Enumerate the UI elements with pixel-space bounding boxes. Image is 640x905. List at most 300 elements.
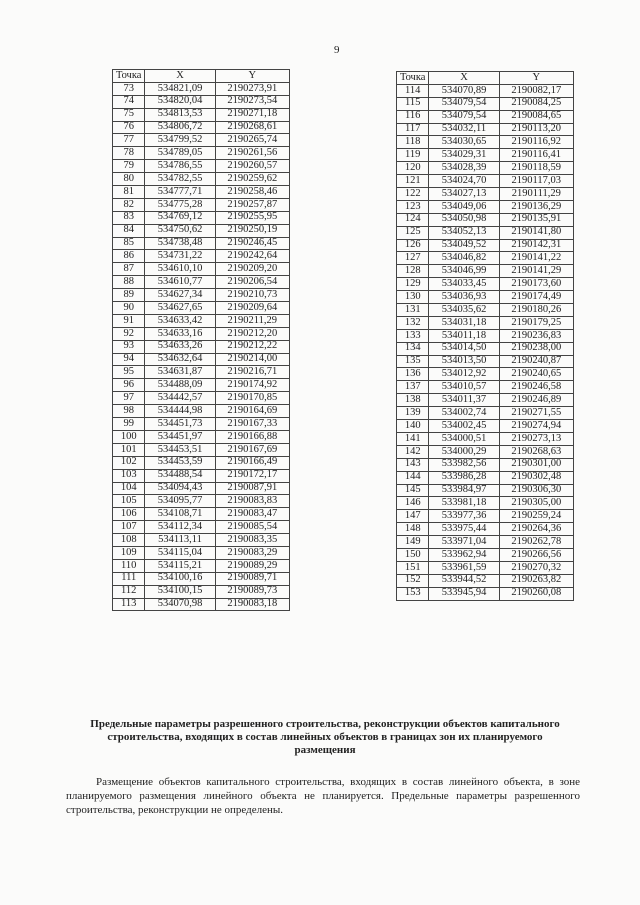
cell-coord-x: 534024,70 [429, 175, 499, 188]
table-row [397, 407, 574, 420]
cell-point-number: 121 [397, 175, 429, 188]
cell-coord-x: 533975,44 [429, 523, 499, 536]
cell-point-number: 75 [113, 108, 145, 121]
cell-point-number: 135 [397, 355, 429, 368]
cell-coord-y: 2190240,87 [499, 355, 573, 368]
cell-coord-x: 534631,87 [145, 366, 215, 379]
table-row [397, 342, 574, 355]
cell-coord-y: 2190273,91 [215, 82, 289, 95]
cell-coord-x: 534488,54 [145, 469, 215, 482]
cell-point-number: 107 [113, 521, 145, 534]
cell-coord-x: 534115,21 [145, 559, 215, 572]
cell-point-number: 77 [113, 134, 145, 147]
table-header-row [397, 72, 574, 85]
cell-coord-x: 534633,42 [145, 314, 215, 327]
cell-coord-y: 2190273,13 [499, 432, 573, 445]
cell-coord-x: 534012,92 [429, 368, 499, 381]
cell-coord-y: 2190206,54 [215, 276, 289, 289]
cell-point-number: 115 [397, 97, 429, 110]
cell-coord-x: 534782,55 [145, 173, 215, 186]
cell-coord-y: 2190211,29 [215, 314, 289, 327]
table-row [397, 394, 574, 407]
cell-coord-y: 2190172,17 [215, 469, 289, 482]
cell-coord-x: 534010,57 [429, 381, 499, 394]
table-row [113, 173, 290, 186]
cell-coord-y: 2190085,54 [215, 521, 289, 534]
cell-point-number: 111 [113, 572, 145, 585]
cell-point-number: 149 [397, 536, 429, 549]
cell-coord-x: 534030,65 [429, 136, 499, 149]
cell-point-number: 98 [113, 405, 145, 418]
cell-coord-x: 534610,10 [145, 263, 215, 276]
table-row [113, 224, 290, 237]
cell-coord-y: 2190246,89 [499, 394, 573, 407]
cell-coord-y: 2190271,18 [215, 108, 289, 121]
cell-point-number: 153 [397, 587, 429, 600]
cell-point-number: 105 [113, 495, 145, 508]
cell-coord-x: 534627,65 [145, 302, 215, 315]
table-row [397, 84, 574, 97]
cell-point-number: 134 [397, 342, 429, 355]
table-row [397, 510, 574, 523]
table-row [397, 587, 574, 600]
table-row [397, 304, 574, 317]
cell-coord-x: 534046,82 [429, 252, 499, 265]
cell-coord-x: 534769,12 [145, 211, 215, 224]
table-row [113, 340, 290, 353]
table-row [113, 456, 290, 469]
cell-point-number: 129 [397, 278, 429, 291]
cell-coord-x: 534049,06 [429, 200, 499, 213]
cell-coord-y: 2190250,19 [215, 224, 289, 237]
cell-coord-x: 534820,04 [145, 95, 215, 108]
table-row [113, 289, 290, 302]
cell-coord-x: 534032,11 [429, 123, 499, 136]
cell-point-number: 85 [113, 237, 145, 250]
cell-coord-x: 534610,77 [145, 276, 215, 289]
cell-point-number: 136 [397, 368, 429, 381]
cell-coord-y: 2190260,57 [215, 160, 289, 173]
table-row [397, 381, 574, 394]
cell-point-number: 117 [397, 123, 429, 136]
cell-point-number: 143 [397, 458, 429, 471]
page-number: 9 [334, 44, 340, 56]
cell-point-number: 118 [397, 136, 429, 149]
cell-coord-x: 534115,04 [145, 546, 215, 559]
cell-point-number: 106 [113, 508, 145, 521]
table-row [113, 585, 290, 598]
table-row [397, 445, 574, 458]
table-row [113, 469, 290, 482]
cell-coord-y: 2190255,95 [215, 211, 289, 224]
cell-coord-y: 2190082,17 [499, 84, 573, 97]
cell-coord-y: 2190083,18 [215, 598, 289, 611]
cell-point-number: 128 [397, 265, 429, 278]
cell-point-number: 90 [113, 302, 145, 315]
cell-coord-x: 534731,22 [145, 250, 215, 263]
cell-point-number: 140 [397, 420, 429, 433]
cell-coord-x: 534750,62 [145, 224, 215, 237]
table-row [113, 598, 290, 611]
cell-coord-x: 534070,89 [429, 84, 499, 97]
cell-point-number: 100 [113, 430, 145, 443]
cell-coord-y: 2190242,64 [215, 250, 289, 263]
cell-coord-y: 2190212,20 [215, 327, 289, 340]
cell-coord-y: 2190210,73 [215, 289, 289, 302]
cell-coord-x: 534786,55 [145, 160, 215, 173]
table-row [113, 495, 290, 508]
cell-coord-x: 534070,98 [145, 598, 215, 611]
cell-coord-y: 2190266,56 [499, 548, 573, 561]
cell-coord-y: 2190240,65 [499, 368, 573, 381]
table-row [397, 432, 574, 445]
cell-coord-x: 534014,50 [429, 342, 499, 355]
cell-point-number: 126 [397, 239, 429, 252]
cell-coord-y: 2190174,92 [215, 379, 289, 392]
cell-coord-y: 2190174,49 [499, 291, 573, 304]
header-point: Точка [113, 70, 145, 83]
table-row [397, 497, 574, 510]
cell-coord-x: 534050,98 [429, 213, 499, 226]
cell-point-number: 133 [397, 329, 429, 342]
table-row [113, 147, 290, 160]
cell-coord-x: 534028,39 [429, 162, 499, 175]
cell-point-number: 152 [397, 574, 429, 587]
cell-point-number: 83 [113, 211, 145, 224]
cell-coord-y: 2190259,24 [499, 510, 573, 523]
table-row [113, 379, 290, 392]
cell-point-number: 96 [113, 379, 145, 392]
table-row [397, 252, 574, 265]
cell-coord-x: 534451,97 [145, 430, 215, 443]
cell-coord-y: 2190260,08 [499, 587, 573, 600]
cell-point-number: 82 [113, 198, 145, 211]
table-row [113, 237, 290, 250]
cell-coord-y: 2190118,59 [499, 162, 573, 175]
cell-coord-x: 534453,51 [145, 443, 215, 456]
cell-point-number: 88 [113, 276, 145, 289]
table-row [113, 276, 290, 289]
cell-coord-x: 534113,11 [145, 534, 215, 547]
cell-coord-x: 534027,13 [429, 188, 499, 201]
table-row [113, 392, 290, 405]
cell-coord-y: 2190301,00 [499, 458, 573, 471]
cell-point-number: 89 [113, 289, 145, 302]
cell-coord-x: 534789,05 [145, 147, 215, 160]
cell-coord-x: 533986,28 [429, 471, 499, 484]
cell-point-number: 146 [397, 497, 429, 510]
cell-coord-x: 534094,43 [145, 482, 215, 495]
cell-coord-x: 534033,45 [429, 278, 499, 291]
cell-point-number: 116 [397, 110, 429, 123]
cell-coord-y: 2190089,29 [215, 559, 289, 572]
cell-coord-x: 534002,45 [429, 420, 499, 433]
table-row [113, 534, 290, 547]
cell-coord-x: 534095,77 [145, 495, 215, 508]
cell-coord-y: 2190141,80 [499, 226, 573, 239]
cell-coord-y: 2190265,74 [215, 134, 289, 147]
cell-coord-y: 2190116,41 [499, 149, 573, 162]
cell-point-number: 80 [113, 173, 145, 186]
cell-coord-y: 2190135,91 [499, 213, 573, 226]
cell-point-number: 112 [113, 585, 145, 598]
section-heading: Предельные параметры разрешенного строительства, реконструкции объектов капитального строительства, входящих в состав линейных объектов в границах зон их планируемого размещения [90, 718, 560, 756]
table-row [397, 458, 574, 471]
cell-coord-x: 534029,31 [429, 149, 499, 162]
cell-coord-x: 534035,62 [429, 304, 499, 317]
cell-coord-x: 534079,54 [429, 110, 499, 123]
cell-coord-x: 534011,18 [429, 329, 499, 342]
cell-coord-y: 2190167,33 [215, 418, 289, 431]
cell-point-number: 109 [113, 546, 145, 559]
cell-coord-y: 2190166,88 [215, 430, 289, 443]
table-row [397, 97, 574, 110]
cell-coord-y: 2190083,83 [215, 495, 289, 508]
cell-point-number: 76 [113, 121, 145, 134]
table-row [397, 175, 574, 188]
cell-point-number: 93 [113, 340, 145, 353]
cell-coord-x: 534813,53 [145, 108, 215, 121]
table-row [113, 482, 290, 495]
cell-coord-x: 534633,26 [145, 340, 215, 353]
cell-coord-x: 534002,74 [429, 407, 499, 420]
table-row [397, 213, 574, 226]
cell-point-number: 97 [113, 392, 145, 405]
cell-coord-y: 2190209,64 [215, 302, 289, 315]
cell-coord-x: 534036,93 [429, 291, 499, 304]
cell-coord-y: 2190268,61 [215, 121, 289, 134]
cell-coord-y: 2190216,71 [215, 366, 289, 379]
cell-coord-x: 534632,64 [145, 353, 215, 366]
table-row [397, 316, 574, 329]
cell-coord-x: 533945,94 [429, 587, 499, 600]
cell-coord-x: 534453,59 [145, 456, 215, 469]
cell-point-number: 104 [113, 482, 145, 495]
cell-coord-y: 2190257,87 [215, 198, 289, 211]
cell-point-number: 137 [397, 381, 429, 394]
table-row [397, 561, 574, 574]
table-row [397, 239, 574, 252]
cell-coord-y: 2190167,69 [215, 443, 289, 456]
cell-point-number: 150 [397, 548, 429, 561]
cell-coord-x: 534633,16 [145, 327, 215, 340]
cell-coord-x: 534442,57 [145, 392, 215, 405]
cell-coord-x: 534806,72 [145, 121, 215, 134]
body-paragraph [66, 775, 580, 817]
table-row [113, 314, 290, 327]
cell-coord-y: 2190262,78 [499, 536, 573, 549]
cell-coord-x: 534627,34 [145, 289, 215, 302]
table-row [397, 291, 574, 304]
table-row [113, 121, 290, 134]
table-row [397, 355, 574, 368]
cell-coord-x: 534100,15 [145, 585, 215, 598]
cell-point-number: 148 [397, 523, 429, 536]
table-row [397, 265, 574, 278]
cell-coord-x: 534000,51 [429, 432, 499, 445]
cell-coord-y: 2190173,60 [499, 278, 573, 291]
table-row [397, 188, 574, 201]
table-row [113, 430, 290, 443]
cell-coord-x: 533981,18 [429, 497, 499, 510]
table-row [113, 211, 290, 224]
cell-coord-y: 2190089,71 [215, 572, 289, 585]
table-row [113, 405, 290, 418]
cell-point-number: 92 [113, 327, 145, 340]
cell-coord-x: 533962,94 [429, 548, 499, 561]
cell-coord-y: 2190083,29 [215, 546, 289, 559]
cell-coord-y: 2190180,26 [499, 304, 573, 317]
cell-point-number: 84 [113, 224, 145, 237]
cell-coord-x: 534488,09 [145, 379, 215, 392]
cell-coord-x: 534799,52 [145, 134, 215, 147]
table-row [397, 548, 574, 561]
cell-point-number: 102 [113, 456, 145, 469]
cell-point-number: 99 [113, 418, 145, 431]
cell-point-number: 91 [113, 314, 145, 327]
table-row [113, 508, 290, 521]
cell-coord-x: 534777,71 [145, 186, 215, 199]
cell-point-number: 114 [397, 84, 429, 97]
cell-coord-y: 2190306,30 [499, 484, 573, 497]
cell-coord-x: 534079,54 [429, 97, 499, 110]
cell-coord-y: 2190164,69 [215, 405, 289, 418]
table-row [397, 536, 574, 549]
cell-point-number: 147 [397, 510, 429, 523]
cell-point-number: 127 [397, 252, 429, 265]
cell-point-number: 123 [397, 200, 429, 213]
cell-point-number: 95 [113, 366, 145, 379]
cell-coord-x: 534011,37 [429, 394, 499, 407]
table-row [113, 302, 290, 315]
header-point: Точка [397, 72, 429, 85]
cell-point-number: 142 [397, 445, 429, 458]
cell-coord-y: 2190302,48 [499, 471, 573, 484]
cell-coord-x: 534112,34 [145, 521, 215, 534]
cell-point-number: 74 [113, 95, 145, 108]
table-header-row [113, 70, 290, 83]
table-row [397, 149, 574, 162]
cell-point-number: 119 [397, 149, 429, 162]
table-row [397, 136, 574, 149]
cell-coord-y: 2190141,22 [499, 252, 573, 265]
table-row [397, 278, 574, 291]
coordinates-table-right [396, 71, 574, 601]
cell-coord-x: 533977,36 [429, 510, 499, 523]
table-row [113, 353, 290, 366]
cell-coord-y: 2190170,85 [215, 392, 289, 405]
header-y: Y [499, 72, 573, 85]
cell-point-number: 122 [397, 188, 429, 201]
cell-point-number: 113 [113, 598, 145, 611]
cell-coord-x: 534451,73 [145, 418, 215, 431]
cell-point-number: 130 [397, 291, 429, 304]
cell-point-number: 79 [113, 160, 145, 173]
cell-coord-y: 2190273,54 [215, 95, 289, 108]
cell-coord-y: 2190113,20 [499, 123, 573, 136]
cell-point-number: 132 [397, 316, 429, 329]
cell-coord-x: 533982,56 [429, 458, 499, 471]
cell-coord-y: 2190305,00 [499, 497, 573, 510]
cell-point-number: 87 [113, 263, 145, 276]
table-row [113, 572, 290, 585]
cell-coord-y: 2190084,25 [499, 97, 573, 110]
cell-coord-y: 2190209,20 [215, 263, 289, 276]
cell-coord-y: 2190274,94 [499, 420, 573, 433]
cell-coord-y: 2190264,36 [499, 523, 573, 536]
table-row [113, 134, 290, 147]
table-row [113, 366, 290, 379]
cell-point-number: 108 [113, 534, 145, 547]
cell-point-number: 145 [397, 484, 429, 497]
cell-coord-y: 2190083,47 [215, 508, 289, 521]
cell-point-number: 81 [113, 186, 145, 199]
cell-coord-x: 534000,29 [429, 445, 499, 458]
cell-point-number: 131 [397, 304, 429, 317]
cell-coord-x: 534100,16 [145, 572, 215, 585]
table-row [397, 329, 574, 342]
table-row [397, 574, 574, 587]
cell-coord-y: 2190271,55 [499, 407, 573, 420]
cell-point-number: 138 [397, 394, 429, 407]
cell-coord-x: 534046,99 [429, 265, 499, 278]
table-row [113, 198, 290, 211]
table-row [113, 327, 290, 340]
cell-coord-x: 534031,18 [429, 316, 499, 329]
cell-coord-y: 2190238,00 [499, 342, 573, 355]
cell-coord-x: 534444,98 [145, 405, 215, 418]
table-row [397, 200, 574, 213]
cell-coord-x: 534013,50 [429, 355, 499, 368]
table-row [113, 186, 290, 199]
cell-coord-x: 534049,52 [429, 239, 499, 252]
cell-coord-y: 2190214,00 [215, 353, 289, 366]
cell-coord-y: 2190087,91 [215, 482, 289, 495]
cell-point-number: 151 [397, 561, 429, 574]
cell-coord-x: 533961,59 [429, 561, 499, 574]
cell-point-number: 120 [397, 162, 429, 175]
table-row [113, 95, 290, 108]
table-row [113, 546, 290, 559]
table-row [113, 559, 290, 572]
cell-coord-y: 2190246,45 [215, 237, 289, 250]
cell-point-number: 110 [113, 559, 145, 572]
cell-point-number: 139 [397, 407, 429, 420]
cell-coord-y: 2190261,56 [215, 147, 289, 160]
header-y: Y [215, 70, 289, 83]
cell-coord-y: 2190136,29 [499, 200, 573, 213]
header-x: X [145, 70, 215, 83]
cell-point-number: 141 [397, 432, 429, 445]
cell-coord-y: 2190117,03 [499, 175, 573, 188]
table-row [113, 250, 290, 263]
table-row [113, 108, 290, 121]
cell-coord-y: 2190268,63 [499, 445, 573, 458]
cell-point-number: 125 [397, 226, 429, 239]
cell-point-number: 94 [113, 353, 145, 366]
cell-coord-y: 2190236,83 [499, 329, 573, 342]
coordinates-table-left [112, 69, 290, 611]
cell-coord-x: 534821,09 [145, 82, 215, 95]
table-row [113, 82, 290, 95]
table-row [397, 226, 574, 239]
cell-coord-y: 2190212,22 [215, 340, 289, 353]
cell-point-number: 73 [113, 82, 145, 95]
table-row [397, 420, 574, 433]
table-row [397, 162, 574, 175]
table-row [113, 160, 290, 173]
cell-coord-y: 2190263,82 [499, 574, 573, 587]
